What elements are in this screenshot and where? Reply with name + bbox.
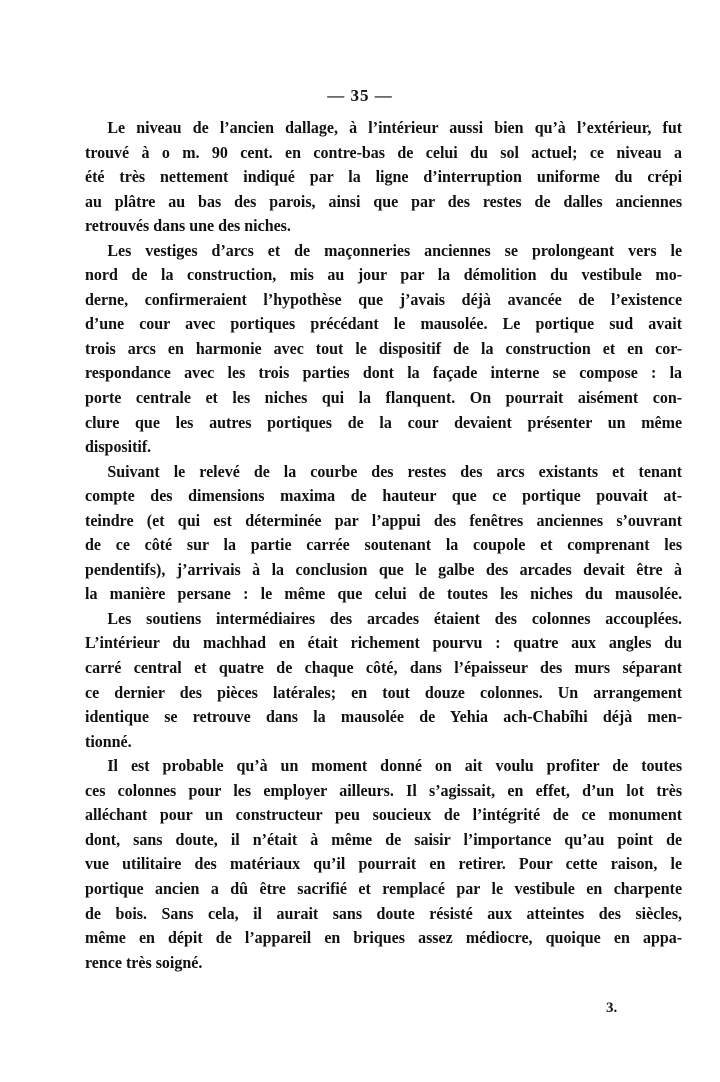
text-line: Il est probable qu’à un moment donné on ait voulu profiter de toutes	[107, 756, 683, 776]
text-line: pendentifs), j’arrivais à la conclusion que le galbe des arcades devait être à	[85, 559, 683, 579]
text-line: clure que les autres portiques de la cour devaient présenter un même	[85, 412, 683, 432]
text-line: ce dernier des pièces latérales; en tout douze colonnes. Un arrangement	[85, 682, 683, 702]
text-line: vue utilitaire des matériaux qu’il pourrait en retirer. Pour cette raison, le	[85, 854, 683, 874]
paragraph	[85, 116, 682, 239]
text-line: de bois. Sans cela, il aurait sans doute résisté aux atteintes des siècles,	[85, 903, 683, 923]
paragraph	[85, 460, 682, 607]
paragraph	[85, 754, 682, 975]
text-line: Le niveau de l’ancien dallage, à l’intérieur aussi bien qu’à l’extérieur, fut	[107, 118, 683, 137]
text-line: respondance avec les trois parties dont la façade interne se compose : la	[85, 363, 683, 383]
text-line: au plâtre au bas des parois, ainsi que par des restes de dalles anciennes	[85, 191, 683, 211]
text-line: dont, sans doute, il n’était à même de saisir l’importance qu’au point de	[85, 829, 683, 849]
text-line: Les soutiens intermédiaires des arcades étaient des colonnes accouplées.	[107, 608, 683, 628]
text-line: Suivant le relevé de la courbe des restes des arcs existants et tenant	[107, 461, 683, 481]
body-text	[85, 116, 682, 975]
text-line: la manière persane : le même que celui de toutes les niches du mausolée.	[85, 584, 683, 604]
text-line: été très nettement indiqué par la ligne d’interruption uniforme du crépi	[85, 167, 683, 187]
text-line: porte centrale et les niches qui la flanquent. On pourrait aisément con-	[85, 388, 683, 408]
paragraph	[85, 239, 682, 460]
text-line: alléchant pour un constructeur peu soucieux de l’intégrité de ce monument	[85, 805, 683, 825]
text-line: Les vestiges d’arcs et de maçonneries anciennes se prolongeant vers le	[107, 240, 683, 260]
text-line: carré central et quatre de chaque côté, dans l’épaisseur des murs séparant	[85, 658, 683, 678]
text-line: derne, confirmeraient l’hypothèse que j’avais déjà avancée de l’existence	[85, 289, 683, 309]
text-line: tionné.	[85, 731, 132, 751]
text-line: d’une cour avec portiques précédant le mausolée. Le portique sud avait	[85, 314, 683, 334]
text-line: trois arcs en harmonie avec tout le dispositif de la construction et en cor-	[85, 338, 683, 358]
signature-mark: 3.	[606, 1000, 618, 1016]
page-number: — 35 —	[327, 86, 393, 105]
text-line: ces colonnes pour les employer ailleurs. Il s’agissait, en effet, d’un lot très	[85, 780, 683, 800]
text-line: portique ancien a dû être sacrifié et remplacé par le vestibule en charpente	[85, 878, 683, 898]
text-line: nord de la construction, mis au jour par la démolition du vestibule mo-	[85, 265, 683, 285]
text-line: identique se retrouve dans la mausolée de Yehia ach-Chabîhi déjà men-	[85, 707, 683, 727]
text-line: teindre (et qui est déterminée par l’appui des fenêtres anciennes s’ouvrant	[85, 510, 683, 530]
text-line: retrouvés dans une des niches.	[85, 216, 291, 236]
text-line: trouvé à o m. 90 cent. en contre-bas de celui du sol actuel; ce niveau a	[85, 142, 683, 162]
text-line: dispositif.	[85, 437, 152, 457]
text-line: L’intérieur du machhad en était richement pourvu : quatre aux angles du	[85, 633, 683, 653]
text-line: de ce côté sur la partie carrée soutenant la coupole et comprenant les	[85, 535, 683, 555]
text-line: rence très soigné.	[85, 952, 203, 972]
text-line: même en dépit de l’appareil en briques assez médiocre, quoique en appa-	[85, 928, 683, 948]
text-line: compte des dimensions maxima de hauteur que ce portique pouvait at-	[85, 486, 683, 506]
paragraph	[85, 607, 682, 754]
